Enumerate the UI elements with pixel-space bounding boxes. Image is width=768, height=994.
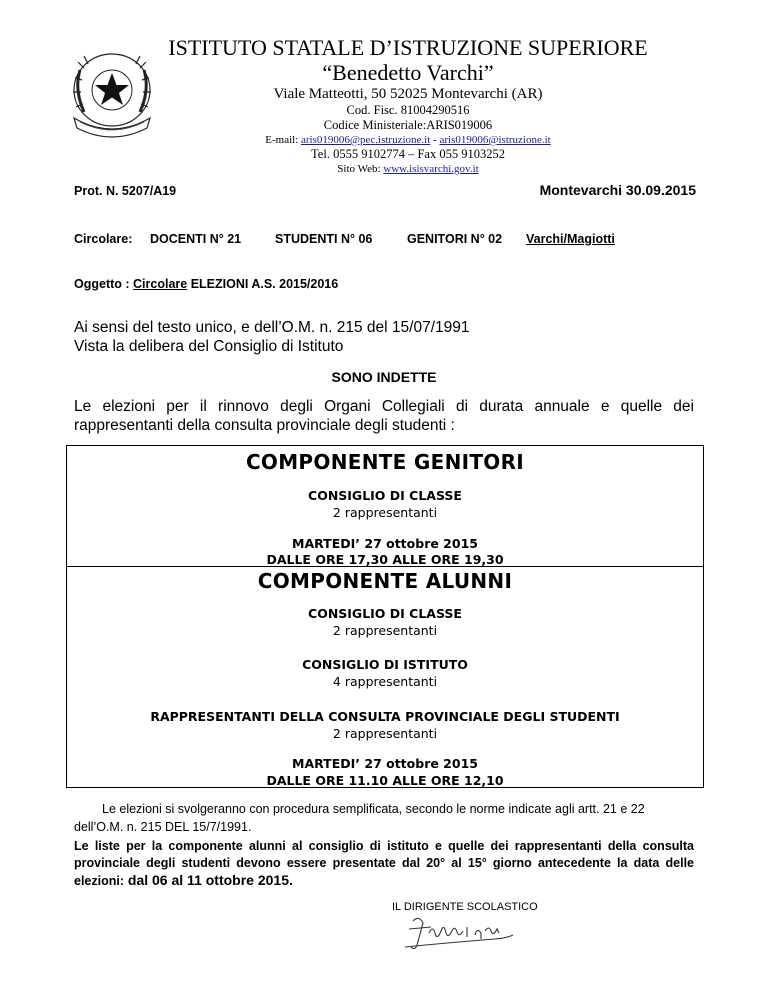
alunni-consulta-value: 2 rappresentanti	[332, 726, 438, 741]
email-separator: -	[430, 134, 440, 146]
legal-line-2: Vista la delibera del Consiglio di Istituto	[74, 338, 344, 355]
email-pec-link[interactable]: aris019006@pec.istruzione.it	[301, 134, 431, 146]
elections-box	[66, 445, 704, 788]
box-divider	[67, 566, 703, 567]
alunni-time: DALLE ORE 11.10 ALLE ORE 12,10	[266, 773, 504, 788]
alunni-consiglio-istituto-value: 4 rappresentanti	[332, 674, 438, 689]
legal-reference	[74, 318, 470, 356]
institute-subname: “Benedetto Varchi”	[322, 60, 494, 85]
lists-note-text: Le liste per la componente alunni al consiglio di istituto e quelle dei rappresentanti della consulta provinciale degli studenti devono essere presentate dal 20° al 15° giorno antecedente la data delle elezioni:	[74, 839, 694, 888]
protocol-number: Prot. N. 5207/A19	[74, 184, 177, 198]
alunni-consiglio-classe-value: 2 rappresentanti	[332, 623, 438, 638]
genitori-consiglio-classe: CONSIGLIO DI CLASSE	[308, 488, 462, 503]
lists-note-dates: dal 06 al 11 ottobre 2015.	[124, 872, 293, 888]
email-label: E-mail:	[265, 134, 302, 146]
procedure-note: Le elezioni si svolgeranno con procedura semplificata, secondo le norme indicate agli artt. 21 e 22 dell’O.M. n. 215 DEL 15/7/1991.	[74, 802, 645, 834]
genitori-date: MARTEDI’ 27 ottobre 2015	[292, 536, 478, 551]
circolare-label: Circolare:	[74, 232, 133, 246]
alunni-title: COMPONENTE ALUNNI	[257, 569, 513, 593]
docenti-count: DOCENTI N° 21	[150, 232, 242, 246]
lists-note	[74, 838, 694, 890]
oggetto-line	[74, 277, 338, 291]
website-label: Sito Web:	[337, 163, 384, 175]
genitori-consiglio-classe-value: 2 rappresentanti	[332, 505, 438, 520]
legal-line-1: Ai sensi del testo unico, e dell’O.M. n. 215 del 15/07/1991	[74, 319, 470, 336]
institute-name: ISTITUTO STATALE D’ISTRUZIONE SUPERIORE	[168, 35, 648, 60]
genitori-title: COMPONENTE GENITORI	[245, 450, 525, 474]
oggetto-circolare: Circolare	[133, 277, 188, 291]
alunni-consulta: RAPPRESENTANTI DELLA CONSULTA PROVINCIALE DEGLI STUDENTI	[150, 709, 620, 724]
ministerial-code: Codice Ministeriale:ARIS019006	[323, 118, 493, 132]
fiscal-code: Cod. Fisc. 81004290516	[346, 103, 470, 117]
email-line	[150, 133, 666, 147]
studenti-count: STUDENTI N° 06	[275, 232, 373, 246]
phone-fax: Tel. 0555 9102774 – Fax 055 9103252	[311, 147, 505, 161]
dirigente-title: IL DIRIGENTE SCOLASTICO	[392, 901, 538, 913]
website-link[interactable]: www.isisvarchi.gov.it	[383, 163, 479, 175]
oggetto-label: Oggetto :	[74, 277, 134, 291]
institute-address: Viale Matteotti, 50 52025 Montevarchi (AR)	[273, 86, 543, 102]
elections-paragraph: Le elezioni per il rinnovo degli Organi Collegiali di durata annuale e quelle dei rappresentanti della consulta provinciale degli studenti :	[74, 398, 694, 434]
sedi-label: Varchi/Magiotti	[526, 232, 615, 246]
website-line	[150, 162, 666, 176]
alunni-consiglio-istituto: CONSIGLIO DI ISTITUTO	[302, 657, 468, 672]
signature-icon	[395, 913, 525, 951]
alunni-date: MARTEDI’ 27 ottobre 2015	[292, 756, 478, 771]
oggetto-text: ELEZIONI A.S. 2015/2016	[187, 277, 339, 291]
indette-heading: SONO INDETTE	[331, 369, 437, 385]
alunni-consiglio-classe: CONSIGLIO DI CLASSE	[308, 606, 462, 621]
genitori-count: GENITORI N° 02	[407, 232, 503, 246]
letterhead	[150, 36, 666, 176]
genitori-time: DALLE ORE 17,30 ALLE ORE 19,30	[266, 552, 504, 567]
email-main-link[interactable]: aris019006@istruzione.it	[439, 134, 551, 146]
place-date: Montevarchi 30.09.2015	[539, 182, 696, 198]
